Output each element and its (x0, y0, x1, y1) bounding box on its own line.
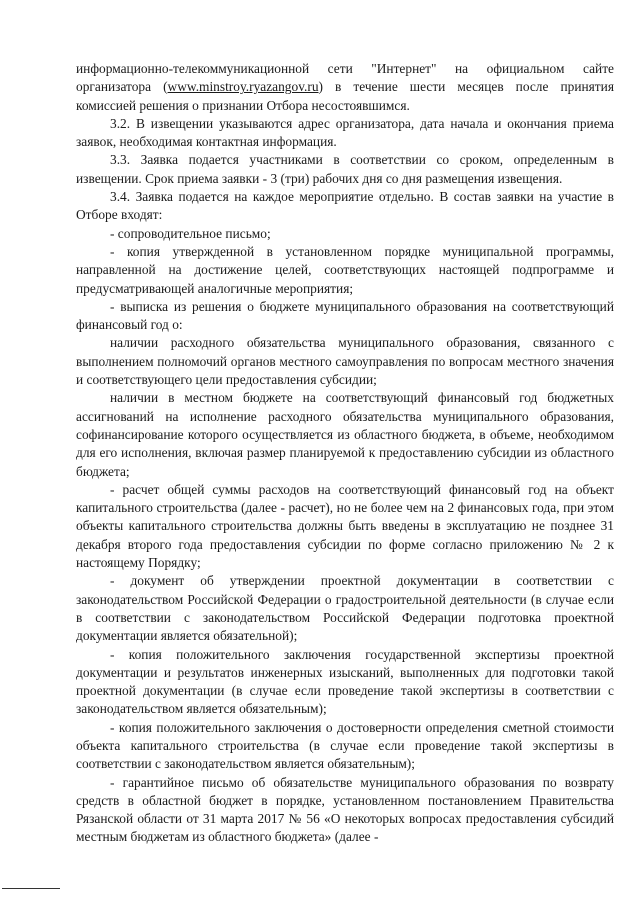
intro-text-after-link: ) в течение шести месяцев после принятия комиссией решения о признании Отбора несостоявшимся. (76, 79, 614, 113)
list-item-guarantee-letter: - гарантийное письмо об обязательстве муниципального образования по возврату средств в областной бюджет в порядке, установленном постановлением Правительства Рязанской области от 31 марта 2017 № 56 «О некоторых вопросах предоставления субсидий местным бюджетам из областного бюджета» (далее - (76, 774, 614, 845)
paragraph-3-3: 3.3. Заявка подается участниками в соответствии со сроком, определенным в извещении. Срок приема заявки - 3 (три) рабочих дня со дня размещения извещения. (76, 152, 614, 186)
organizer-website-link[interactable]: www.minstroy.ryazangov.ru (167, 79, 319, 95)
intro-text-before-link: информационно-телекоммуникационной сети "Интернет" на официальном сайте организатора ( (76, 61, 614, 95)
list-item-project-approval: - документ об утверждении проектной документации в соответствии с законодательством Российской Федерации о градостроительной деятельности (в случае если в соответствии с законодательством Российской Федерации подготовка проектной документации является обязательной); (76, 573, 614, 644)
list-item-cost-reliability: - копия положительного заключения о достоверности определения сметной стоимости объекта капитального строительства (в случае если проведение такой экспертизы в соответствии с законодательством является обязательным); (76, 719, 614, 772)
list-item-budget-extract: - выписка из решения о бюджете муниципального образования на соответствующий финансовый год о: (76, 298, 614, 333)
sub-item-expense-obligation: наличии расходного обязательства муниципального образования, связанного с выполнением полномочий органов местного самоуправления по вопросам местного значения и соответствующего цели предоставления субсидии; (76, 335, 614, 388)
paragraph-intro (76, 60, 614, 115)
paragraph-3-4: 3.4. Заявка подается на каждое мероприятие отдельно. В состав заявки на участие в Отборе входят: (76, 189, 614, 223)
list-item-cover-letter: - сопроводительное письмо; (110, 225, 271, 241)
list-item-expense-calculation: - расчет общей суммы расходов на соответствующий финансовый год на объект капитального строительства (далее - расчет), но не более чем на 2 финансовых года, при этом объекты капитального строительства должны быть введены в эксплуатацию не позднее 31 декабря второго года предоставления субсидии по форме согласно приложению № 2 к настоящему Порядку; (76, 481, 614, 571)
list-item-program-copy: - копия утвержденной в установленном порядке муниципальной программы, направленной на достижение целей, соответствующих настоящей подпрограмме и предусматривающей аналогичные мероприятия; (76, 243, 614, 296)
sub-item-budget-allocations: наличии в местном бюджете на соответствующий финансовый год бюджетных ассигнований на исполнение расходного обязательства муниципального образования, софинансирование которого осуществляется из областного бюджета, в объеме, необходимом для его исполнения, включая размер планируемой к предоставлению субсидии из областного бюджета; (76, 390, 614, 479)
paragraph-3-2: 3.2. В извещении указываются адрес организатора, дата начала и окончания приема заявок, необходимая контактная информация. (76, 115, 614, 150)
footnote-divider (2, 888, 60, 889)
list-item-state-expertise: - копия положительного заключения государственной экспертизы проектной документации и результатов инженерных изысканий, выполненных для подготовки такой проектной документации (в случае если проведение такой экспертизы в соответствии с законодательством является обязательным); (76, 646, 614, 717)
